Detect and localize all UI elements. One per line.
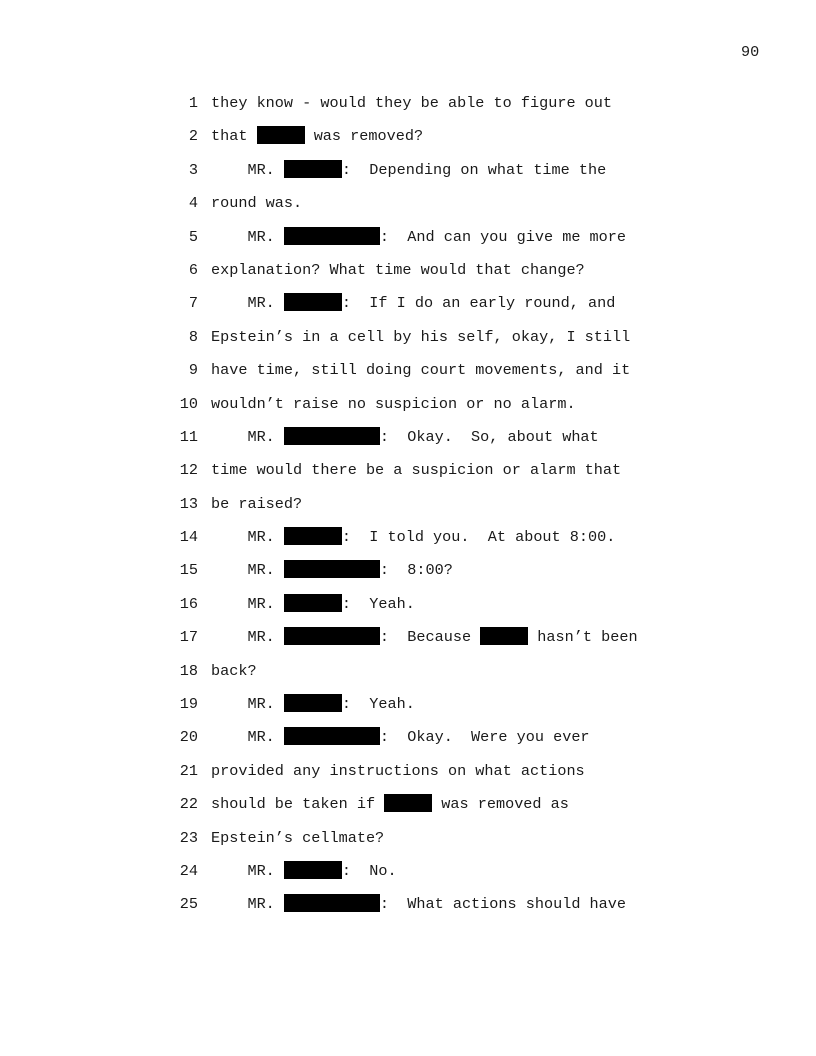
text-segment: MR.	[211, 160, 284, 179]
text-segment: Epstein’s cellmate?	[211, 828, 385, 847]
line-number: 7	[188, 294, 198, 313]
line-number: 6	[188, 260, 198, 279]
text-segment: : I told you. At about 8:00.	[341, 528, 616, 547]
redaction-block	[284, 727, 380, 745]
line-number: 18	[179, 661, 198, 680]
text-segment: MR.	[211, 594, 284, 613]
redaction-block	[284, 160, 342, 178]
transcript-line	[0, 193, 816, 226]
line-number: 20	[179, 728, 198, 747]
text-segment: should be taken if	[211, 795, 385, 814]
transcript-line	[0, 427, 816, 460]
line-text	[211, 260, 585, 280]
redaction-block	[284, 560, 380, 578]
page-number: 90	[741, 43, 760, 61]
line-number: 25	[179, 895, 198, 914]
line-text	[211, 227, 626, 247]
redaction-block	[284, 894, 380, 912]
redaction-block	[284, 594, 342, 612]
redaction-block	[284, 427, 380, 445]
redaction-block	[284, 227, 380, 245]
line-number: 12	[179, 461, 198, 480]
redaction-block	[384, 794, 432, 812]
transcript-line	[0, 560, 816, 593]
text-segment: explanation? What time would that change?	[211, 260, 585, 279]
line-text	[211, 193, 302, 213]
transcript-line	[0, 794, 816, 827]
text-segment: back?	[211, 661, 257, 680]
line-number: 21	[179, 761, 198, 780]
text-segment: they know - would they be able to figure out	[211, 94, 613, 112]
text-segment: hasn’t been	[528, 628, 638, 647]
text-segment: MR.	[211, 895, 284, 914]
line-number: 8	[188, 327, 198, 346]
transcript-line	[0, 894, 816, 927]
line-number: 1	[188, 94, 198, 112]
line-text	[211, 327, 630, 347]
line-text	[211, 394, 576, 414]
text-segment: wouldn’t raise no suspicion or no alarm.	[211, 394, 576, 413]
text-segment: : Okay. So, about what	[379, 427, 599, 446]
text-segment: : Okay. Were you ever	[379, 728, 590, 747]
transcript-line	[0, 260, 816, 293]
redaction-block	[284, 293, 342, 311]
text-segment: MR.	[211, 227, 284, 246]
transcript-line	[0, 93, 816, 126]
text-segment: round was.	[211, 194, 303, 213]
line-number: 5	[188, 227, 198, 246]
text-segment: : Because	[379, 628, 481, 647]
line-number: 15	[179, 561, 198, 580]
line-text	[211, 627, 638, 647]
transcript-line	[0, 761, 816, 794]
line-number: 2	[188, 127, 198, 146]
line-number: 4	[188, 194, 198, 213]
transcript-line	[0, 327, 816, 360]
line-text	[211, 126, 423, 146]
line-number: 17	[179, 628, 198, 647]
transcript-line	[0, 594, 816, 627]
text-segment: MR.	[211, 561, 284, 580]
transcript-line	[0, 661, 816, 694]
line-text	[211, 293, 615, 313]
redaction-block	[284, 627, 380, 645]
text-segment: MR.	[211, 728, 284, 747]
text-segment: : 8:00?	[379, 561, 453, 580]
line-number: 24	[179, 861, 198, 880]
text-segment: MR.	[211, 861, 284, 880]
text-segment: was removed?	[304, 127, 424, 146]
line-text	[211, 761, 585, 781]
text-segment: : What actions should have	[379, 895, 626, 914]
transcript-line	[0, 727, 816, 760]
redaction-block	[284, 861, 342, 879]
line-number: 3	[188, 160, 198, 179]
line-number: 23	[179, 828, 198, 847]
text-segment: have time, still doing court movements, and it	[211, 361, 631, 380]
redaction-block	[480, 627, 528, 645]
transcript-body	[0, 93, 816, 928]
line-text	[211, 661, 257, 681]
transcript-line	[0, 861, 816, 894]
text-segment: Epstein’s in a cell by his self, okay, I still	[211, 327, 631, 346]
line-number: 9	[188, 361, 198, 380]
transcript-line	[0, 527, 816, 560]
line-text	[211, 527, 615, 547]
line-number: 13	[179, 494, 198, 513]
text-segment: : Yeah.	[341, 695, 415, 714]
transcript-line	[0, 460, 816, 493]
transcript-line	[0, 828, 816, 861]
line-text	[211, 427, 599, 447]
line-text	[211, 828, 384, 848]
text-segment: was removed as	[432, 795, 569, 814]
transcript-line	[0, 627, 816, 660]
transcript-line	[0, 293, 816, 326]
text-segment: that	[211, 127, 257, 146]
transcript-line	[0, 227, 816, 260]
transcript-line	[0, 694, 816, 727]
transcript-line	[0, 494, 816, 527]
redaction-block	[257, 126, 305, 144]
text-segment: : No.	[341, 861, 397, 880]
text-segment: : Yeah.	[341, 594, 415, 613]
redaction-block	[284, 527, 342, 545]
line-number: 19	[179, 695, 198, 714]
text-segment: time would there be a suspicion or alarm that	[211, 461, 622, 480]
line-text	[211, 727, 590, 747]
transcript-line	[0, 360, 816, 393]
line-text	[211, 894, 626, 914]
text-segment: MR.	[211, 695, 284, 714]
text-segment: provided any instructions on what actions	[211, 761, 585, 780]
text-segment: : Depending on what time the	[341, 160, 607, 179]
line-text	[211, 93, 612, 113]
line-text	[211, 160, 606, 180]
line-text	[211, 460, 621, 480]
line-number: 16	[179, 594, 198, 613]
line-number: 11	[179, 427, 198, 446]
line-text	[211, 560, 453, 580]
transcript-line	[0, 160, 816, 193]
transcript-line	[0, 394, 816, 427]
line-number: 10	[179, 394, 198, 413]
text-segment: MR.	[211, 528, 284, 547]
line-text	[211, 861, 397, 881]
text-segment: MR.	[211, 628, 284, 647]
line-text	[211, 494, 302, 514]
text-segment: be raised?	[211, 494, 303, 513]
transcript-line	[0, 126, 816, 159]
text-segment: MR.	[211, 427, 284, 446]
line-number: 14	[179, 528, 198, 547]
line-text	[211, 794, 569, 814]
text-segment: MR.	[211, 294, 284, 313]
line-text	[211, 694, 415, 714]
redaction-block	[284, 694, 342, 712]
line-text	[211, 594, 415, 614]
text-segment: : If I do an early round, and	[341, 294, 616, 313]
text-segment: : And can you give me more	[379, 227, 626, 246]
line-number: 22	[179, 795, 198, 814]
line-text	[211, 360, 630, 380]
